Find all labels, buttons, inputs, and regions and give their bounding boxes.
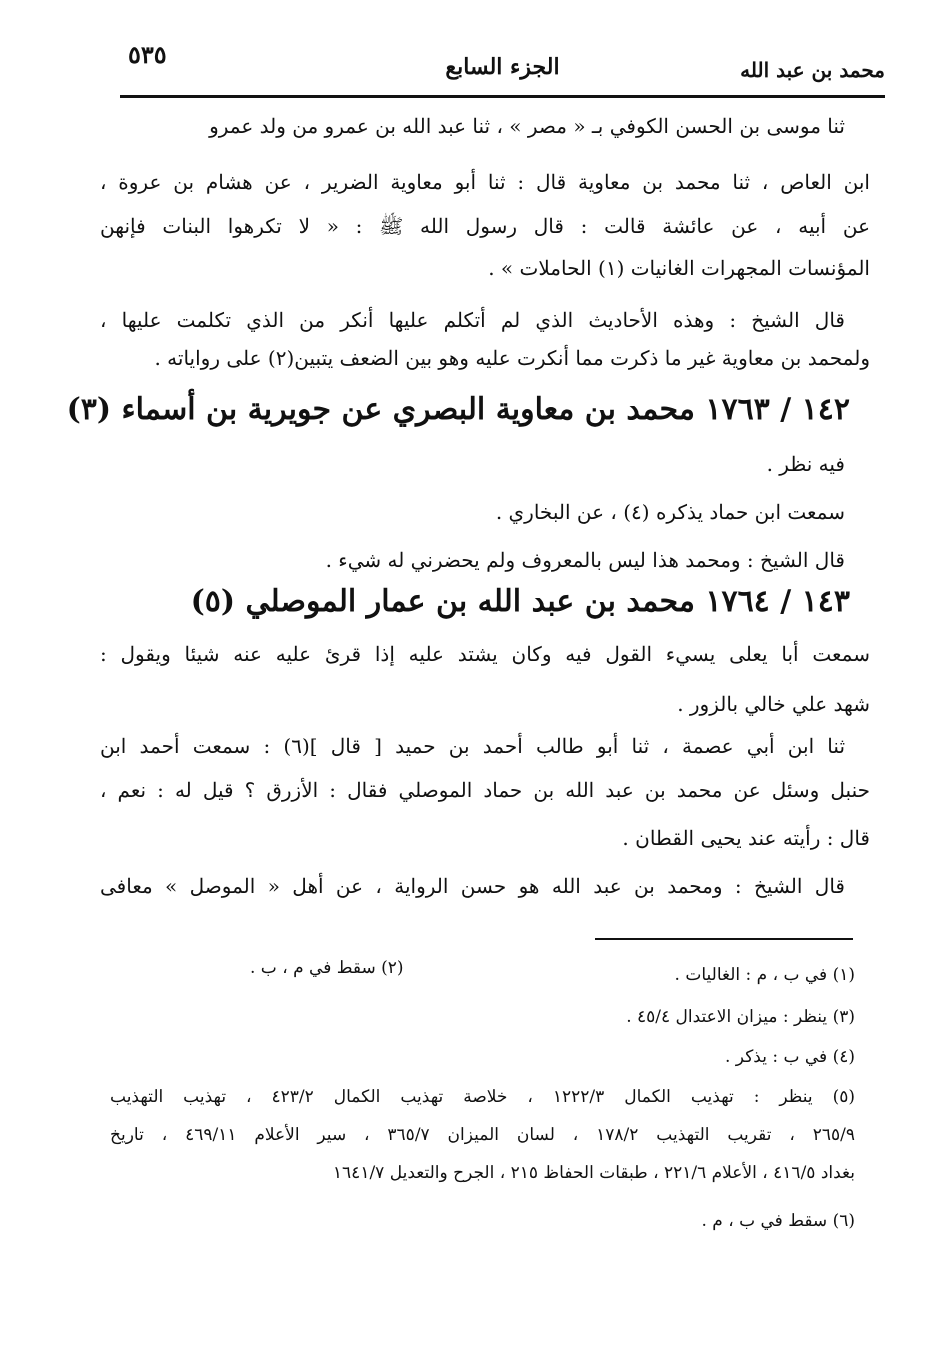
text-line: قال الشيخ : ومحمد بن عبد الله هو حسن الرواية ، عن أهل « الموصل » معافى — [100, 874, 845, 898]
footnote-5-line: ٢٦٥/٩ ، تقريب التهذيب ١٧٨/٢ ، لسان الميزان ٣٦٥/٧ ، سير الأعلام ٤٦٩/١١ ، تاريخ — [110, 1125, 855, 1145]
entry-heading-142: ١٤٢ / ١٧٦٣ محمد بن معاوية البصري عن جويرية بن أسماء (٣) — [66, 392, 850, 427]
header-rule — [120, 95, 885, 98]
footnote-1: (١) في ب ، م : الغاليات . — [674, 965, 855, 985]
footnote-6: (٦) سقط في ب ، م . — [701, 1211, 855, 1231]
text-line: سمعت أبا يعلى يسيء القول فيه وكان يشتد عليه إذا قرئ عليه عنه شيئا ويقول : — [100, 642, 870, 666]
footnote-4: (٤) في ب : يذكر . — [725, 1047, 855, 1067]
text-line: فيه نظر . — [766, 452, 845, 476]
text-line: قال الشيخ : وهذه الأحاديث الذي لم أتكلم عليها أنكر من الذي تكلمت عليها ، — [100, 308, 845, 332]
footnote-3: (٣) ينظر : ميزان الاعتدال ٤٥/٤ . — [626, 1007, 855, 1027]
text-line: ابن العاص ، ثنا محمد بن معاوية قال : ثنا أبو معاوية الضرير ، عن هشام بن عروة ، — [100, 170, 870, 194]
text-line: ثنا ابن أبي عصمة ، ثنا أبو طالب أحمد بن حميد [ قال ](٦) : سمعت أحمد ابن — [100, 734, 846, 758]
text-line: عن أبيه ، عن عائشة قالت : قال رسول الله ﷺ : « لا تكرهوا البنات فإنهن — [100, 214, 870, 238]
text-line: ولمحمد بن معاوية غير ما ذكرت مما أنكرت عليه وهو بين الضعف يتبين(٢) على رواياته . — [154, 346, 870, 370]
text-line: حنبل وسئل عن محمد بن عبد الله بن حماد الموصلي فقال : الأزرق ؟ قيل له : نعم ، — [100, 778, 870, 802]
text-line: قال : رأيته عند يحيى القطان . — [622, 826, 870, 850]
text-line: قال الشيخ : ومحمد هذا ليس بالمعروف ولم يحضرني له شيء . — [325, 548, 845, 572]
entry-heading-143: ١٤٣ / ١٧٦٤ محمد بن عبد الله بن عمار الموصلي (٥) — [190, 584, 850, 619]
footnote-2: (٢) سقط في م ، ب . — [250, 958, 404, 978]
page-number: ٥٣٥ — [128, 40, 167, 69]
text-line: المؤنسات المجهرات الغانيات (١) الحاملات » . — [488, 256, 870, 280]
text-line: شهد علي خالي بالزور . — [677, 692, 870, 716]
footnote-5-line: بغداد ٤١٦/٥ ، الأعلام ٢٢١/٦ ، طبقات الحفاظ ٢١٥ ، الجرح والتعديل ١٦٤١/٧ — [332, 1163, 855, 1183]
footnote-5-line: (٥) ينظر : تهذيب الكمال ١٢٢٢/٣ ، خلاصة تهذيب الكمال ٤٢٣/٢ ، تهذيب التهذيب — [110, 1087, 855, 1107]
text-line: سمعت ابن حماد يذكره (٤) ، عن البخاري . — [495, 500, 845, 524]
running-title: محمد بن عبد الله — [740, 58, 885, 82]
text-line: ثنا موسى بن الحسن الكوفي بـ « مصر » ، ثنا عبد الله بن عمرو من ولد عمرو — [209, 114, 845, 138]
footnote-rule — [595, 938, 853, 940]
volume-title: الجزء السابع — [445, 54, 560, 80]
page-header — [120, 40, 885, 98]
